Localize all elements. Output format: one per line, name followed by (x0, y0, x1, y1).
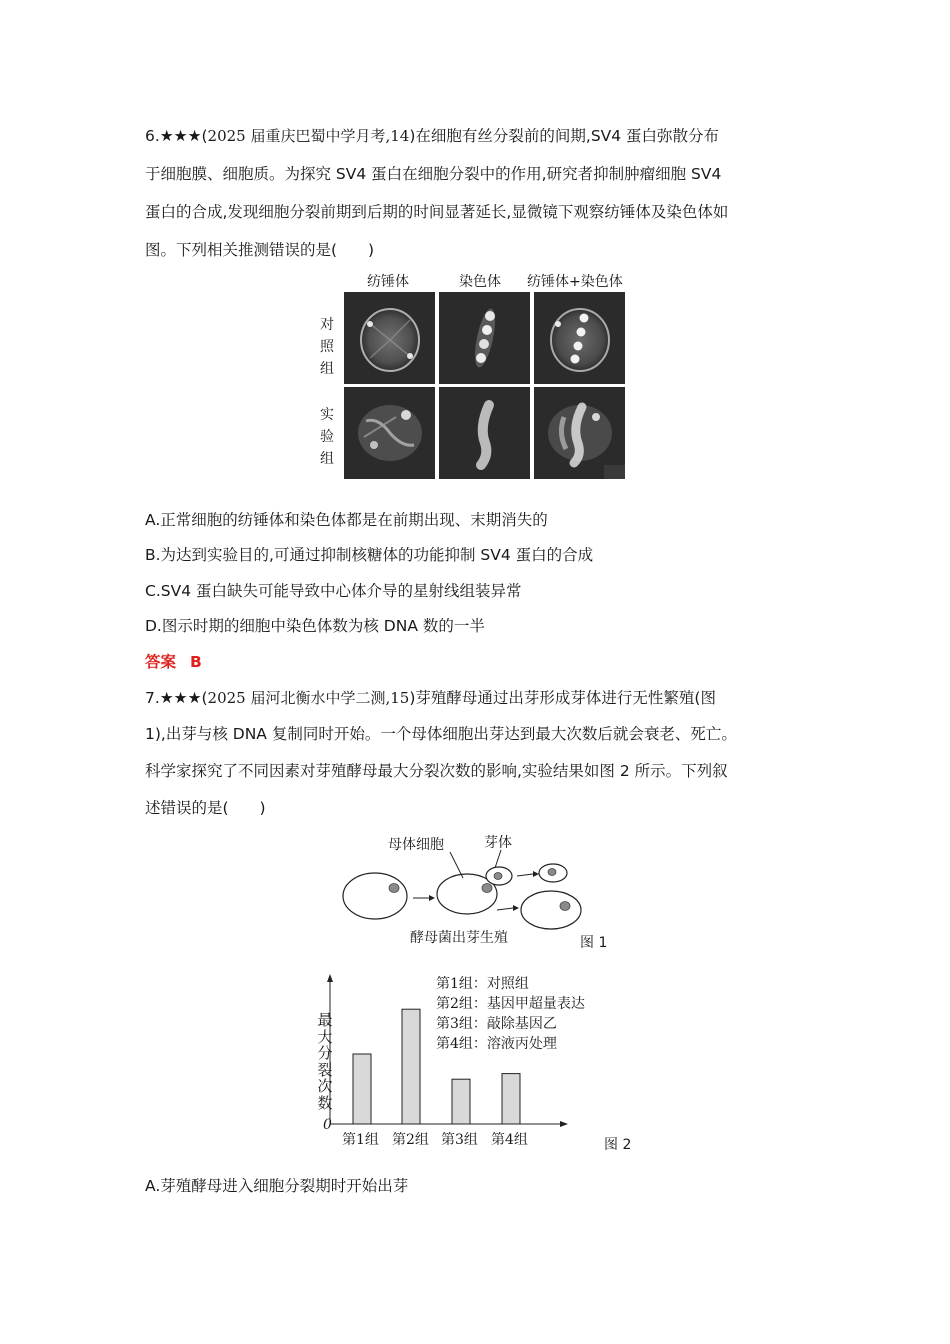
q6-option-c: C.SV4 蛋白缺失可能导致中心体介导的星射线组装异常 (145, 582, 522, 600)
panel-experiment-spindle (344, 387, 435, 479)
q6-option-d: D.图示时期的细胞中染色体数为核 DNA 数的一半 (145, 617, 485, 635)
answer-value: B (190, 653, 202, 671)
legend-entry: 第1组：对照组 (436, 976, 529, 992)
col-header-merged: 纺锤体+染色体 (527, 274, 623, 290)
answer-label: 答案 (145, 653, 177, 671)
y-axis-arrow (327, 974, 333, 982)
row-label-experiment: 实验组 (320, 407, 334, 467)
q6-option-a: A.正常细胞的纺锤体和染色体都是在前期出现、末期消失的 (145, 511, 548, 529)
chart-legend (436, 974, 585, 1054)
origin-label: 0 (323, 1117, 332, 1133)
legend-entry: 第3组：敲除基因乙 (436, 1016, 557, 1032)
q6-line-1 (145, 126, 719, 146)
x-tick-label: 第2组 (392, 1132, 429, 1148)
q6-line-4: 图。下列相关推测错误的是( ) (145, 241, 375, 259)
q7-option-a: A.芽殖酵母进入细胞分裂期时开始出芽 (145, 1177, 409, 1195)
q7-line-1 (145, 688, 716, 708)
q6-answer (145, 652, 202, 672)
bar-第3组 (452, 1079, 470, 1124)
x-tick-label: 第1组 (342, 1132, 379, 1148)
x-axis-arrow (560, 1121, 568, 1127)
label-mother-cell: 母体细胞 (388, 837, 444, 853)
q7-line-4: 述错误的是( ) (145, 799, 266, 817)
y-axis-label: 最 大 分 裂 次 数 (317, 1011, 333, 1112)
q6-line-2: 于细胞膜、细胞质。为探究 SV4 蛋白在细胞分裂中的作用,研究者抑制肿瘤细胞 SV4 (145, 165, 722, 183)
figure-1-label: 图 1 (580, 935, 608, 951)
label-bud: 芽体 (484, 835, 512, 851)
x-tick-label: 第4组 (491, 1132, 528, 1148)
x-tick-label: 第3组 (441, 1132, 478, 1148)
bar-第2组 (402, 1009, 420, 1124)
q6-prefix: 6.★★★( (145, 127, 208, 145)
q7-source: 2025 届河北衡水中学二测,15 (207, 689, 410, 707)
panel-experiment-chromosome (439, 387, 530, 479)
q7-prefix: 7.★★★( (145, 689, 208, 707)
q6-line-1-text: )在细胞有丝分裂前的间期,SV4 蛋白弥散分布 (409, 127, 720, 145)
legend-entry: 第2组：基因甲超量表达 (436, 996, 585, 1012)
q6-source: 2025 届重庆巴蜀中学月考,14 (207, 127, 410, 145)
panel-control-spindle (344, 292, 435, 384)
row-label-control: 对照组 (320, 317, 334, 377)
q6-line-3: 蛋白的合成,发现细胞分裂前期到后期的时间显著延长,显微镜下观察纺锤体及染色体如 (145, 203, 729, 221)
q7-line-2: 1),出芽与核 DNA 复制同时开始。一个母体细胞出芽达到最大次数后就会衰老、死亡。 (145, 725, 737, 743)
figure-1-caption: 酵母菌出芽生殖 (410, 930, 508, 946)
legend-entry: 第4组：溶液丙处理 (436, 1036, 557, 1052)
panel-experiment-merged (534, 387, 625, 479)
col-header-chromosome: 染色体 (459, 274, 501, 290)
col-header-spindle: 纺锤体 (367, 274, 409, 290)
q7-line-1-text: )芽殖酵母通过出芽形成芽体进行无性繁殖(图 (409, 689, 716, 707)
panel-control-chromosome (439, 292, 530, 384)
figure-2-label: 图 2 (604, 1137, 632, 1153)
bar-第1组 (353, 1054, 371, 1124)
bar-第4组 (502, 1074, 520, 1124)
panel-control-merged (534, 292, 625, 384)
q7-line-3: 科学家探究了不同因素对芽殖酵母最大分裂次数的影响,实验结果如图 2 所示。下列叙 (145, 762, 728, 780)
q6-option-b: B.为达到实验目的,可通过抑制核糖体的功能抑制 SV4 蛋白的合成 (145, 546, 594, 564)
